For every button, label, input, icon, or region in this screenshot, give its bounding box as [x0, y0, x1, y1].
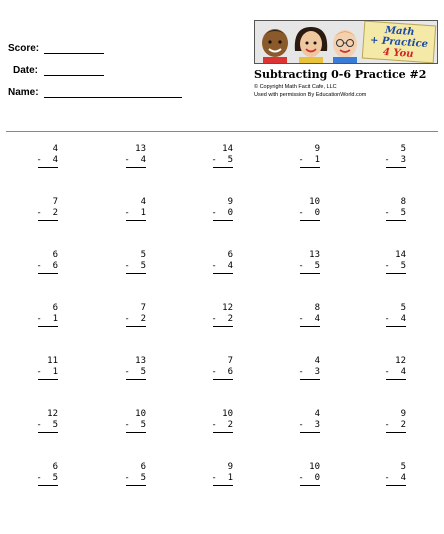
subtrahend: - 1: [124, 208, 146, 218]
subtrahend: - 4: [124, 155, 146, 165]
logo-line-practice: + Practice: [369, 34, 429, 51]
answer-line: [213, 326, 233, 327]
answer-line: [300, 273, 320, 274]
answer-line: [126, 379, 146, 380]
subtrahend: - 3: [298, 420, 320, 430]
subtrahend: - 5: [384, 261, 406, 271]
minuend: 10: [309, 197, 320, 207]
answer-line: [38, 485, 58, 486]
minuend: 5: [400, 303, 406, 313]
math-practice-banner: [254, 20, 438, 64]
minuend: 6: [52, 303, 58, 313]
subtrahend: - 2: [211, 420, 233, 430]
subtraction-problem: [193, 462, 233, 486]
subtraction-problem: [280, 462, 320, 486]
subtraction-problem: [106, 303, 146, 327]
subtrahend: - 5: [298, 261, 320, 271]
subtrahend: - 4: [36, 155, 58, 165]
minuend: 7: [227, 356, 233, 366]
logo-line-4you: 4 You: [382, 46, 414, 61]
subtraction-problem: [18, 144, 58, 168]
subtrahend: - 0: [298, 208, 320, 218]
date-line: [44, 75, 104, 76]
score-label: Score:: [8, 43, 40, 54]
permission-text: Used with permission By EducationWorld.com: [254, 92, 367, 98]
minuend: 5: [400, 462, 406, 472]
subtraction-problem: [106, 462, 146, 486]
answer-line: [38, 167, 58, 168]
minuend: 7: [52, 197, 58, 207]
minuend: 6: [227, 250, 233, 260]
minuend: 12: [395, 356, 406, 366]
answer-line: [213, 432, 233, 433]
subtraction-problem: [366, 303, 406, 327]
subtrahend: - 5: [124, 367, 146, 377]
subtraction-problem: [280, 197, 320, 221]
subtraction-problem: [106, 250, 146, 274]
subtraction-problem: [193, 250, 233, 274]
answer-line: [386, 432, 406, 433]
subtraction-problem: [280, 250, 320, 274]
subtraction-problem: [18, 303, 58, 327]
answer-line: [300, 485, 320, 486]
answer-line: [38, 273, 58, 274]
subtraction-problem: [193, 409, 233, 433]
minuend: 6: [140, 462, 146, 472]
subtraction-problem: [280, 144, 320, 168]
subtraction-problem: [18, 250, 58, 274]
subtraction-problem: [18, 197, 58, 221]
subtraction-problem: [106, 409, 146, 433]
minuend: 14: [222, 144, 233, 154]
minuend: 6: [52, 250, 58, 260]
subtraction-problem: [366, 197, 406, 221]
answer-line: [386, 273, 406, 274]
subtraction-problem: [18, 409, 58, 433]
math-practice-logo: [362, 21, 436, 64]
name-label: Name:: [8, 87, 39, 98]
subtrahend: - 2: [211, 314, 233, 324]
answer-line: [300, 432, 320, 433]
subtraction-problem: [366, 462, 406, 486]
minuend: 13: [135, 356, 146, 366]
minuend: 7: [140, 303, 146, 313]
subtrahend: - 0: [211, 208, 233, 218]
minuend: 5: [400, 144, 406, 154]
subtrahend: - 1: [36, 314, 58, 324]
subtraction-problem: [280, 303, 320, 327]
subtraction-problem: [280, 409, 320, 433]
subtrahend: - 4: [384, 367, 406, 377]
answer-line: [126, 167, 146, 168]
minuend: 5: [140, 250, 146, 260]
subtrahend: - 5: [124, 420, 146, 430]
subtrahend: - 4: [384, 314, 406, 324]
answer-line: [213, 485, 233, 486]
answer-line: [126, 485, 146, 486]
answer-line: [386, 167, 406, 168]
minuend: 11: [47, 356, 58, 366]
subtrahend: - 6: [211, 367, 233, 377]
subtraction-problem: [18, 356, 58, 380]
subtraction-problem: [280, 356, 320, 380]
answer-line: [38, 326, 58, 327]
subtrahend: - 2: [36, 208, 58, 218]
answer-line: [126, 273, 146, 274]
answer-line: [300, 379, 320, 380]
answer-line: [386, 220, 406, 221]
subtraction-problem: [193, 356, 233, 380]
subtrahend: - 1: [298, 155, 320, 165]
minuend: 8: [314, 303, 320, 313]
subtrahend: - 5: [36, 473, 58, 483]
minuend: 9: [314, 144, 320, 154]
worksheet-title: Subtracting 0-6 Practice #2: [254, 68, 427, 81]
answer-line: [38, 432, 58, 433]
minuend: 10: [135, 409, 146, 419]
copyright-text: © Copyright Math Facit Cafe, LLC: [254, 84, 337, 90]
minuend: 10: [309, 462, 320, 472]
date-label: Date:: [13, 65, 39, 76]
answer-line: [213, 273, 233, 274]
subtrahend: - 0: [298, 473, 320, 483]
subtrahend: - 2: [124, 314, 146, 324]
minuend: 12: [47, 409, 58, 419]
subtrahend: - 1: [211, 473, 233, 483]
answer-line: [300, 167, 320, 168]
subtrahend: - 5: [36, 420, 58, 430]
answer-line: [126, 432, 146, 433]
answer-line: [386, 379, 406, 380]
minuend: 6: [52, 462, 58, 472]
subtraction-problem: [18, 462, 58, 486]
answer-line: [213, 167, 233, 168]
subtraction-problem: [106, 144, 146, 168]
answer-line: [38, 220, 58, 221]
minuend: 12: [222, 303, 233, 313]
answer-line: [213, 379, 233, 380]
answer-line: [126, 326, 146, 327]
subtraction-problem: [366, 356, 406, 380]
minuend: 13: [135, 144, 146, 154]
subtrahend: - 5: [211, 155, 233, 165]
answer-line: [386, 485, 406, 486]
subtrahend: - 2: [384, 420, 406, 430]
minuend: 9: [227, 462, 233, 472]
subtrahend: - 5: [124, 473, 146, 483]
subtraction-problem: [106, 197, 146, 221]
answer-line: [38, 379, 58, 380]
minuend: 9: [400, 409, 406, 419]
minuend: 4: [52, 144, 58, 154]
answer-line: [386, 326, 406, 327]
name-line: [44, 97, 182, 98]
minuend: 4: [314, 409, 320, 419]
subtrahend: - 4: [384, 473, 406, 483]
minuend: 14: [395, 250, 406, 260]
subtraction-problem: [366, 144, 406, 168]
subtrahend: - 3: [384, 155, 406, 165]
subtrahend: - 6: [36, 261, 58, 271]
answer-line: [300, 220, 320, 221]
minuend: 4: [140, 197, 146, 207]
answer-line: [300, 326, 320, 327]
subtrahend: - 4: [211, 261, 233, 271]
minuend: 4: [314, 356, 320, 366]
subtrahend: - 5: [124, 261, 146, 271]
minuend: 9: [227, 197, 233, 207]
subtrahend: - 5: [384, 208, 406, 218]
answer-line: [213, 220, 233, 221]
kids-illustration: [255, 21, 363, 63]
subtraction-problem: [193, 303, 233, 327]
minuend: 10: [222, 409, 233, 419]
subtraction-problem: [193, 144, 233, 168]
subtraction-problem: [106, 356, 146, 380]
subtraction-problem: [366, 409, 406, 433]
logo-line-math: Math: [384, 25, 415, 39]
answer-line: [126, 220, 146, 221]
subtraction-problem: [193, 197, 233, 221]
subtrahend: - 1: [36, 367, 58, 377]
minuend: 8: [400, 197, 406, 207]
header-divider: [6, 131, 438, 132]
subtraction-problem: [366, 250, 406, 274]
subtrahend: - 3: [298, 367, 320, 377]
subtrahend: - 4: [298, 314, 320, 324]
score-line: [44, 53, 104, 54]
minuend: 13: [309, 250, 320, 260]
